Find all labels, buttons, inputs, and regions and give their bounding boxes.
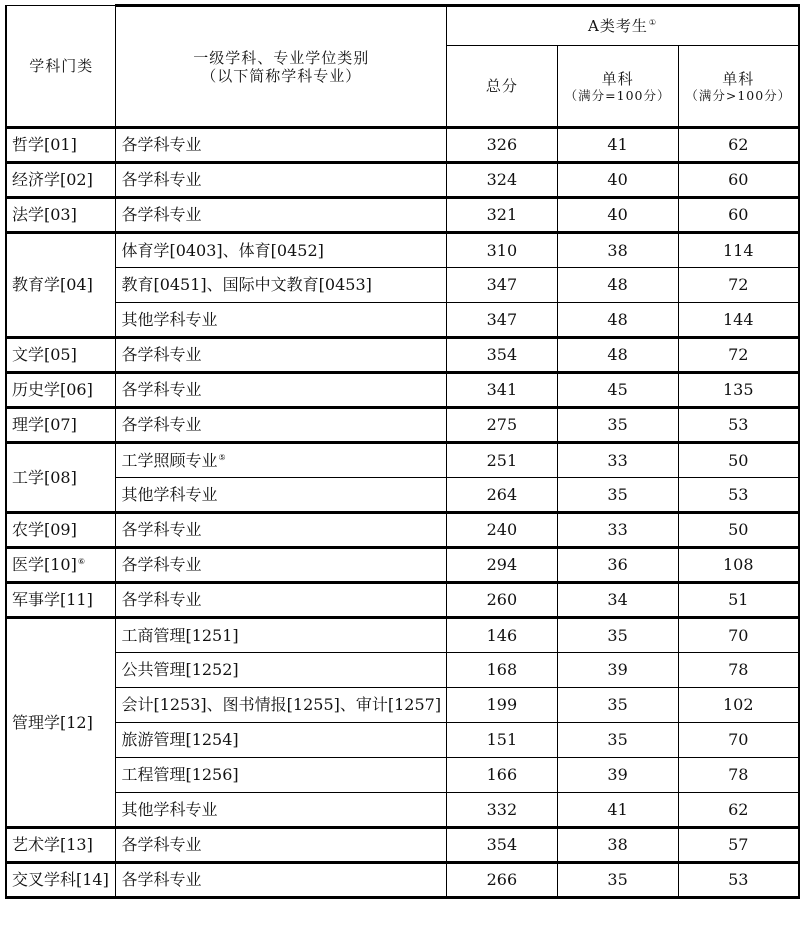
total-score-cell: 260 <box>447 583 558 618</box>
single-100-cell: 39 <box>557 653 678 688</box>
table-row <box>6 723 799 758</box>
table-row <box>6 198 799 233</box>
header-single-100-note: （满分=100分） <box>564 87 671 103</box>
subject-label: 公共管理[1252] <box>121 660 239 680</box>
single-100-cell: 35 <box>557 863 678 898</box>
subject-label: 各学科专业 <box>121 835 202 855</box>
subject-cell <box>116 163 447 198</box>
single-100-cell: 45 <box>557 373 678 408</box>
header-total: 总分 <box>447 46 558 128</box>
single-100-cell: 41 <box>557 128 678 163</box>
total-score-cell: 264 <box>447 478 558 513</box>
subject-cell <box>116 548 447 583</box>
total-score-cell: 199 <box>447 688 558 723</box>
subject-label: 会计[1253]、图书情报[1255]、审计[1257] <box>121 695 442 715</box>
single-gt100-cell: 70 <box>678 618 799 653</box>
table-row <box>6 618 799 653</box>
category-label: 经济学[02] <box>12 170 93 190</box>
subject-cell <box>116 198 447 233</box>
single-gt100-cell: 135 <box>678 373 799 408</box>
header-single-gt100-note: （满分>100分） <box>685 87 792 103</box>
subject-cell <box>116 688 447 723</box>
header-group-a-note: ① <box>648 18 658 27</box>
single-gt100-cell: 50 <box>678 443 799 478</box>
table-row <box>6 828 799 863</box>
single-100-cell: 35 <box>557 688 678 723</box>
subject-note: ⑤ <box>218 452 226 462</box>
total-score-cell: 347 <box>447 268 558 303</box>
subject-cell <box>116 618 447 653</box>
category-cell <box>6 408 116 443</box>
header-single-gt100-label: 单科 <box>722 69 755 88</box>
single-gt100-cell: 102 <box>678 688 799 723</box>
single-100-cell: 39 <box>557 758 678 793</box>
single-100-cell: 40 <box>557 198 678 233</box>
subject-label: 各学科专业 <box>121 135 202 155</box>
single-gt100-cell: 72 <box>678 338 799 373</box>
single-gt100-cell: 60 <box>678 198 799 233</box>
category-cell <box>6 548 116 583</box>
single-gt100-cell: 108 <box>678 548 799 583</box>
category-label: 军事学[11] <box>12 590 93 610</box>
category-cell <box>6 618 116 828</box>
category-label: 哲学[01] <box>12 135 77 155</box>
total-score-cell: 332 <box>447 793 558 828</box>
total-score-cell: 251 <box>447 443 558 478</box>
header-single-100 <box>557 46 678 128</box>
category-cell <box>6 128 116 163</box>
table-row <box>6 268 799 303</box>
subject-label: 各学科专业 <box>121 380 202 400</box>
subject-cell <box>116 128 447 163</box>
table-row <box>6 583 799 618</box>
single-100-cell: 35 <box>557 408 678 443</box>
subject-cell <box>116 828 447 863</box>
category-label: 教育学[04] <box>12 275 93 295</box>
single-gt100-cell: 53 <box>678 863 799 898</box>
category-label: 农学[09] <box>12 520 77 540</box>
subject-label: 其他学科专业 <box>121 484 218 504</box>
subject-cell <box>116 513 447 548</box>
subject-label: 各学科专业 <box>121 870 202 890</box>
subject-label: 其他学科专业 <box>121 309 218 329</box>
single-gt100-cell: 62 <box>678 128 799 163</box>
total-score-cell: 166 <box>447 758 558 793</box>
category-note: ⑥ <box>77 557 86 567</box>
table-row <box>6 303 799 338</box>
category-cell <box>6 583 116 618</box>
category-cell <box>6 513 116 548</box>
subject-label: 各学科专业 <box>121 415 202 435</box>
category-cell <box>6 233 116 338</box>
category-cell <box>6 163 116 198</box>
subject-label: 工商管理[1251] <box>121 625 239 645</box>
header-single-100-label: 单科 <box>601 69 634 88</box>
subject-label: 工程管理[1256] <box>121 765 239 785</box>
category-label: 法学[03] <box>12 205 77 225</box>
table-row <box>6 163 799 198</box>
subject-cell <box>116 443 447 478</box>
single-gt100-cell: 114 <box>678 233 799 268</box>
table-row <box>6 653 799 688</box>
header-subject-line1: 一级学科、专业学位类别 <box>193 48 370 67</box>
table-row <box>6 233 799 268</box>
single-gt100-cell: 70 <box>678 723 799 758</box>
category-cell <box>6 828 116 863</box>
single-100-cell: 36 <box>557 548 678 583</box>
total-score-cell: 354 <box>447 338 558 373</box>
table-row <box>6 548 799 583</box>
subject-cell <box>116 408 447 443</box>
subject-cell <box>116 478 447 513</box>
table-row <box>6 338 799 373</box>
subject-label: 体育学[0403]、体育[0452] <box>121 240 324 260</box>
single-100-cell: 34 <box>557 583 678 618</box>
total-score-cell: 310 <box>447 233 558 268</box>
table-row <box>6 478 799 513</box>
total-score-cell: 321 <box>447 198 558 233</box>
subject-label: 各学科专业 <box>121 345 202 365</box>
single-gt100-cell: 78 <box>678 758 799 793</box>
total-score-cell: 326 <box>447 128 558 163</box>
subject-cell <box>116 653 447 688</box>
single-100-cell: 35 <box>557 478 678 513</box>
subject-cell <box>116 583 447 618</box>
score-table-container <box>5 4 800 899</box>
header-single-gt100 <box>678 46 799 128</box>
subject-cell <box>116 338 447 373</box>
category-label: 理学[07] <box>12 415 77 435</box>
table-row <box>6 793 799 828</box>
single-100-cell: 40 <box>557 163 678 198</box>
subject-cell <box>116 233 447 268</box>
table-row <box>6 373 799 408</box>
subject-cell <box>116 373 447 408</box>
category-label: 医学[10] <box>12 555 77 575</box>
table-row <box>6 513 799 548</box>
single-100-cell: 38 <box>557 233 678 268</box>
category-cell <box>6 198 116 233</box>
single-gt100-cell: 53 <box>678 408 799 443</box>
total-score-cell: 240 <box>447 513 558 548</box>
category-cell <box>6 373 116 408</box>
single-100-cell: 35 <box>557 723 678 758</box>
total-score-cell: 168 <box>447 653 558 688</box>
category-label: 管理学[12] <box>12 712 93 732</box>
category-cell <box>6 338 116 373</box>
table-row <box>6 408 799 443</box>
single-gt100-cell: 51 <box>678 583 799 618</box>
total-score-cell: 294 <box>447 548 558 583</box>
single-gt100-cell: 62 <box>678 793 799 828</box>
single-100-cell: 33 <box>557 443 678 478</box>
subject-cell <box>116 723 447 758</box>
total-score-cell: 151 <box>447 723 558 758</box>
table-row <box>6 688 799 723</box>
subject-label: 各学科专业 <box>121 590 202 610</box>
subject-cell <box>116 758 447 793</box>
single-100-cell: 35 <box>557 618 678 653</box>
subject-label: 旅游管理[1254] <box>121 730 239 750</box>
single-gt100-cell: 72 <box>678 268 799 303</box>
header-row-1 <box>6 6 799 46</box>
subject-cell <box>116 793 447 828</box>
category-label: 艺术学[13] <box>12 835 93 855</box>
category-label: 交叉学科[14] <box>12 870 109 890</box>
category-label: 文学[05] <box>12 345 77 365</box>
single-100-cell: 48 <box>557 268 678 303</box>
single-gt100-cell: 78 <box>678 653 799 688</box>
total-score-cell: 341 <box>447 373 558 408</box>
total-score-cell: 266 <box>447 863 558 898</box>
subject-label: 教育[0451]、国际中文教育[0453] <box>121 275 372 295</box>
category-cell <box>6 443 116 513</box>
single-100-cell: 33 <box>557 513 678 548</box>
subject-label: 其他学科专业 <box>121 799 218 819</box>
single-gt100-cell: 57 <box>678 828 799 863</box>
total-score-cell: 146 <box>447 618 558 653</box>
total-score-cell: 347 <box>447 303 558 338</box>
category-label: 历史学[06] <box>12 380 93 400</box>
header-category: 学科门类 <box>6 6 116 128</box>
category-cell <box>6 863 116 898</box>
single-100-cell: 41 <box>557 793 678 828</box>
table-row <box>6 758 799 793</box>
subject-cell <box>116 863 447 898</box>
header-group-a <box>447 6 799 46</box>
subject-cell <box>116 268 447 303</box>
single-100-cell: 48 <box>557 338 678 373</box>
total-score-cell: 275 <box>447 408 558 443</box>
subject-cell <box>116 303 447 338</box>
table-row <box>6 863 799 898</box>
single-gt100-cell: 53 <box>678 478 799 513</box>
single-100-cell: 48 <box>557 303 678 338</box>
category-label: 工学[08] <box>12 467 77 487</box>
header-group-a-label: A类考生 <box>588 17 648 35</box>
single-100-cell: 38 <box>557 828 678 863</box>
header-subject <box>116 6 447 128</box>
header-subject-line2: （以下简称学科专业） <box>201 66 362 85</box>
subject-label: 各学科专业 <box>121 170 202 190</box>
single-gt100-cell: 144 <box>678 303 799 338</box>
table-row <box>6 443 799 478</box>
subject-label: 工学照顾专业 <box>121 450 218 470</box>
score-table <box>5 4 800 899</box>
single-gt100-cell: 60 <box>678 163 799 198</box>
score-table-body <box>6 128 799 898</box>
single-gt100-cell: 50 <box>678 513 799 548</box>
subject-label: 各学科专业 <box>121 555 202 575</box>
subject-label: 各学科专业 <box>121 520 202 540</box>
total-score-cell: 354 <box>447 828 558 863</box>
table-row <box>6 128 799 163</box>
total-score-cell: 324 <box>447 163 558 198</box>
subject-label: 各学科专业 <box>121 205 202 225</box>
